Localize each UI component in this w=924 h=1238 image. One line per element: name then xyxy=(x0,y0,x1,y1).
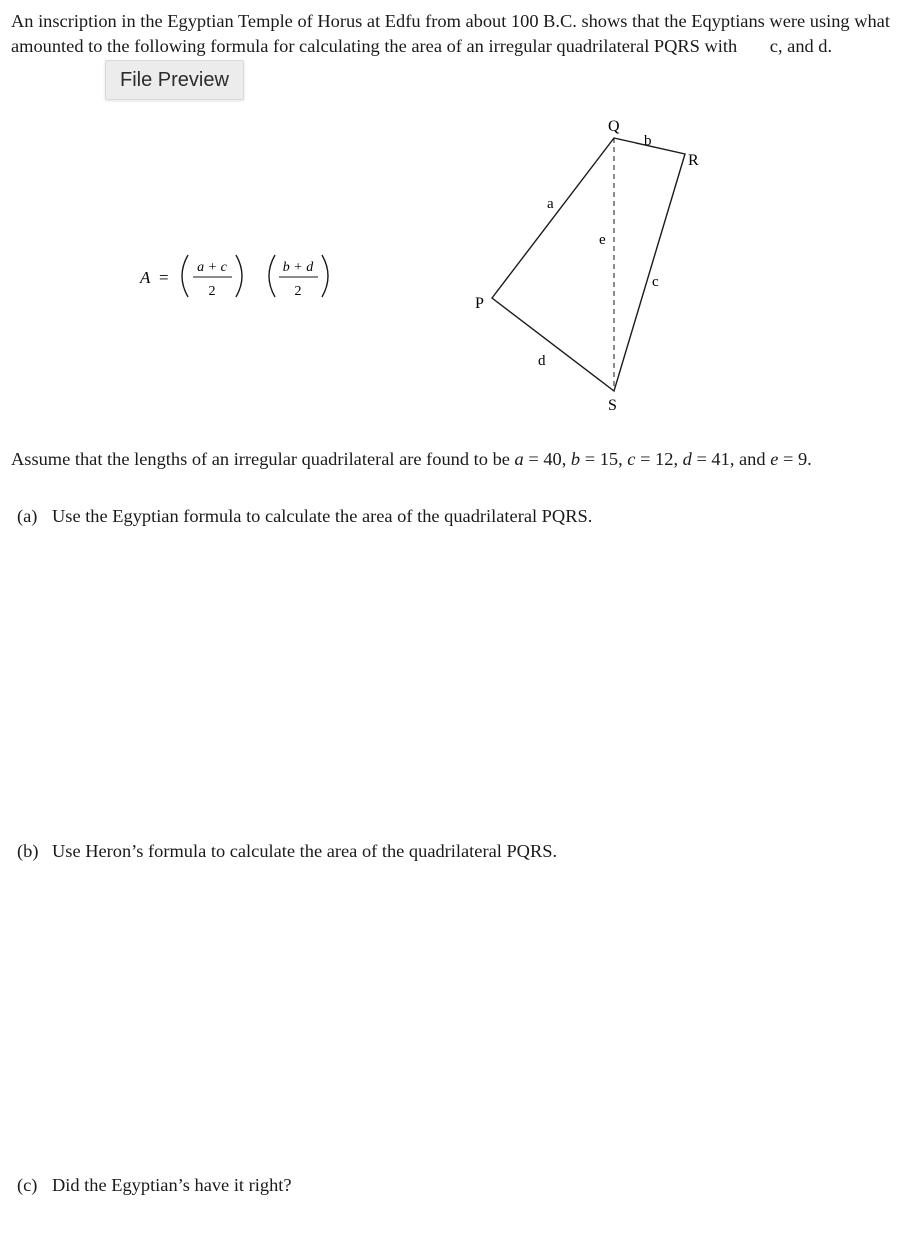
formula-equals: = xyxy=(159,268,169,287)
side-d-label: d xyxy=(538,353,546,369)
intro-text-end: c, and d. xyxy=(769,36,833,56)
assumption-lead: Assume that the lengths of an irregular quadrilateral are found to be xyxy=(11,449,510,469)
question-c-text: Did the Egyptian’s have it right? xyxy=(52,1175,292,1195)
term1-numerator: a + c xyxy=(197,260,227,275)
value-d: 41 xyxy=(711,449,730,469)
diagonal-e-label: e xyxy=(599,232,606,248)
left-paren-2 xyxy=(269,255,275,297)
formula-lhs: A xyxy=(140,268,151,287)
var-d: d xyxy=(682,449,692,469)
question-c xyxy=(17,1173,292,1198)
right-paren-1 xyxy=(236,255,242,297)
tooltip-label: File Preview xyxy=(120,68,229,91)
and-word: and xyxy=(739,449,766,469)
question-a xyxy=(17,504,592,529)
vertex-s-label: S xyxy=(608,397,617,414)
var-e: e xyxy=(770,449,779,469)
side-b-label: b xyxy=(644,133,652,149)
question-a-text: Use the Egyptian formula to calculate the area of the quadrilateral PQRS. xyxy=(52,506,593,526)
var-b: b xyxy=(570,449,581,469)
figure xyxy=(0,0,924,430)
term1-denominator: 2 xyxy=(208,284,216,299)
vertex-p-label: P xyxy=(475,295,484,312)
assumption-text: Assume that the lengths of an irregular quadrilateral are found to be a = 40, b = 15, c = 12, d = 41, and e = 9. xyxy=(11,449,812,469)
question-b-label: (b) xyxy=(17,841,39,861)
value-a: 40 xyxy=(543,449,562,469)
quadrilateral-pqrs xyxy=(492,138,685,391)
question-c-label: (c) xyxy=(17,1175,38,1195)
right-paren-2 xyxy=(322,255,328,297)
intro-text: An inscription in the Egyptian Temple of Horus at Edfu from about 100 B.C. shows that the Eqyptians were using what amounted to the following formula for calculating the area of an irregular quadrilateral PQRS with xyxy=(11,11,890,56)
value-b: 15 xyxy=(599,449,619,469)
egyptian-formula xyxy=(139,255,328,299)
var-a: a xyxy=(514,449,524,469)
value-c: 12 xyxy=(655,449,674,469)
side-c-label: c xyxy=(652,274,659,290)
side-a-label: a xyxy=(547,196,554,212)
quadrilateral-diagram xyxy=(475,118,699,414)
question-b xyxy=(17,839,557,864)
vertex-q-label: Q xyxy=(608,118,620,135)
question-a-label: (a) xyxy=(17,506,38,526)
var-c: c xyxy=(627,449,636,469)
term2-denominator: 2 xyxy=(294,284,302,299)
value-e: 9 xyxy=(797,449,808,469)
vertex-r-label: R xyxy=(688,152,699,169)
term2-numerator: b + d xyxy=(282,260,314,275)
left-paren-1 xyxy=(182,255,188,297)
question-b-text: Use Heron’s formula to calculate the area of the quadrilateral PQRS. xyxy=(52,841,558,861)
